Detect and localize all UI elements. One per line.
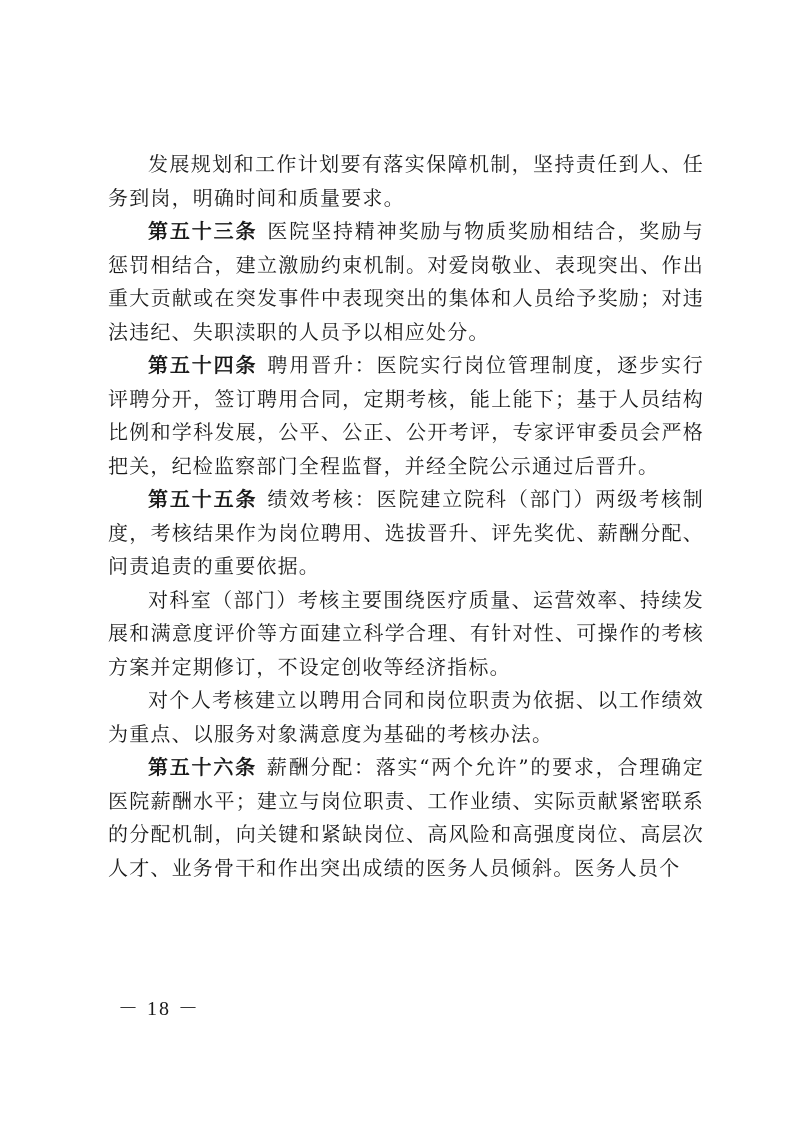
paragraph-1 [108,148,704,215]
paragraph-article-54 [108,349,704,483]
department-assessment-text: 对科室（部门）考核主要围绕医疗质量、运营效率、持续发展和满意度评价等方面建立科学合理、有针对性、可操作的考核方案并定期修订，不设定创收等经济指标。 [108,587,704,679]
paragraph-article-56 [108,751,704,885]
paragraph-1-text: 发展规划和工作计划要有落实保障机制，坚持责任到人、任务到岗，明确时间和质量要求。 [108,152,704,210]
article-53-text: 医院坚持精神奖励与物质奖励相结合，奖励与惩罚相结合，建立激励约束机制。对爱岗敬业、表现突出、作出重大贡献或在突发事件中表现突出的集体和人员给予奖励；对违法违纪、失职渎职的人员予以相应处分。 [108,219,705,344]
document-body [108,148,704,885]
article-56-text: 薪酬分配：落实“两个允许”的要求，合理确定医院薪酬水平；建立与岗位职责、工作业绩、实际贡献紧密联系的分配机制，向关键和紧缺岗位、高风险和高强度岗位、高层次人才、业务骨干和作出突出成绩的医务人员倾斜。医务人员个 [108,755,704,880]
individual-assessment-text: 对个人考核建立以聘用合同和岗位职责为依据、以工作绩效为重点、以服务对象满意度为基础的考核办法。 [108,688,704,746]
article-56-heading: 第五十六条 [148,755,257,779]
article-55-text: 绩效考核：医院建立院科（部门）两级考核制度，考核结果作为岗位聘用、选拔晋升、评先奖优、薪酬分配、问责追责的重要依据。 [108,487,705,578]
paragraph-article-55 [108,483,704,584]
page-number: － 18 － [118,998,200,1020]
article-54-heading: 第五十四条 [148,353,258,377]
article-55-heading: 第五十五条 [148,487,258,511]
paragraph-department-assessment [108,584,704,685]
paragraph-individual-assessment [108,684,704,751]
article-53-heading: 第五十三条 [148,219,258,243]
paragraph-article-53 [108,215,704,349]
article-54-text: 聘用晋升：医院实行岗位管理制度，逐步实行评聘分开，签订聘用合同，定期考核，能上能下；基于人员结构比例和学科发展，公平、公正、公开考评，专家评审委员会严格把关，纪检监察部门全程监督，并经全院公示通过后晋升。 [108,353,705,478]
